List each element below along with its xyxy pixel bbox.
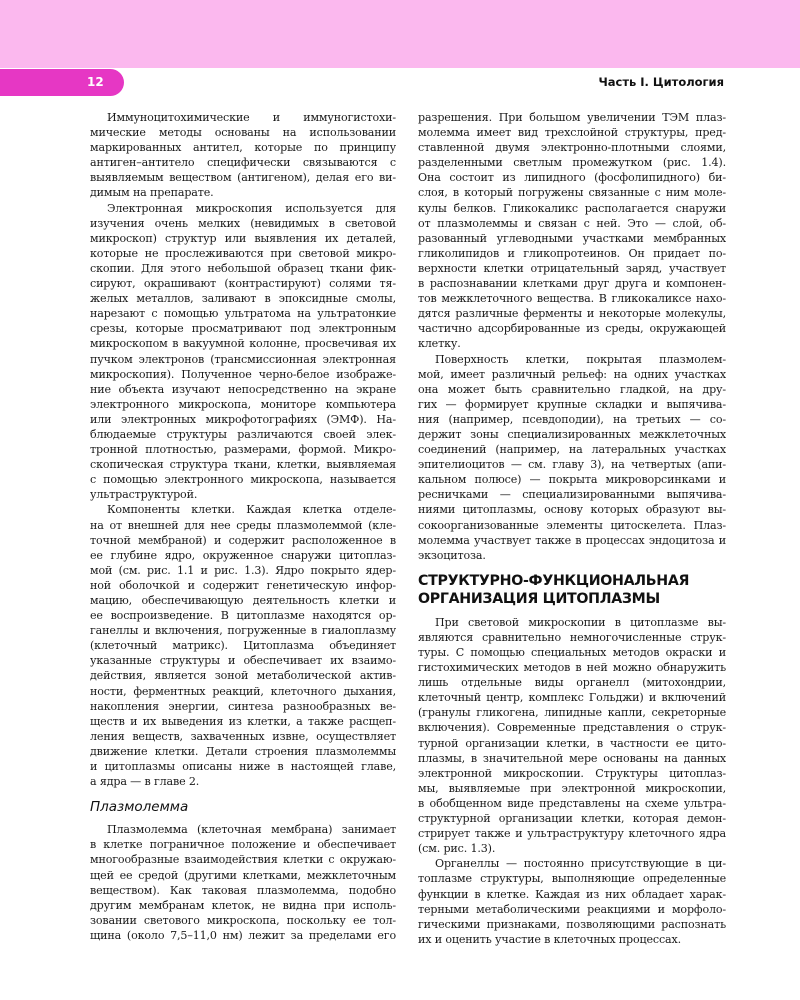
text-line: турной организации клетки, в частности ее цито- <box>418 736 726 750</box>
text-line: их и оценить участие в клеточных процессах. <box>418 932 682 946</box>
text-line: маркированных антител, которые по принципу <box>90 141 396 155</box>
text-line: топлазме структуры, выполняющие определенные <box>418 872 726 886</box>
text-line: скопическая структура ткани, клетки, выявляемая <box>90 458 396 472</box>
subheading-plasmolemma: Плазмолемма <box>90 799 189 816</box>
right-column-text <box>418 110 726 563</box>
text-line: нарезают с помощью ультратома на ультратонкие <box>90 307 396 321</box>
text-line: ности, ферментных реакций, клеточного дыхания, <box>90 684 396 698</box>
text-line: Компоненты клетки. Каждая клетка отделе- <box>107 503 396 517</box>
text-line: электронной микроскопии. Структуры цитоплаз- <box>418 766 726 780</box>
text-line: мой, имеет различный рельеф: на одних участках <box>418 367 726 381</box>
text-line: Электронная микроскопия используется для <box>107 201 396 215</box>
text-line: в распознавании клетками друг друга и компонен- <box>418 277 726 291</box>
text-line: частично адсорбированные из среды, окружающей <box>418 322 726 336</box>
text-line: структурной организации клетки, которая демон- <box>418 812 726 826</box>
text-line: При световой микроскопии в цитоплазме вы- <box>435 615 726 629</box>
left-column-text <box>90 110 396 789</box>
text-line: зовании светового микроскопа, поскольку ее тол- <box>90 913 396 927</box>
text-line: ее глубине ядро, окруженное снаружи цитоплаз- <box>90 548 396 562</box>
text-line: мацию, обеспечивающую деятельность клетки и <box>90 594 396 607</box>
text-line: желых металлов, заливают в эпоксидные смолы, <box>90 292 396 306</box>
text-line: (см. рис. 1.3). <box>418 842 496 856</box>
text-line: с помощью электронного микроскопа, называется <box>90 473 396 487</box>
right-column <box>418 110 726 947</box>
text-line: плазмы, в значительной мере основаны на данных <box>418 751 726 765</box>
text-line: Плазмолемма (клеточная мембрана) занимает <box>107 823 396 837</box>
text-line: другим мембранам клеток, не видна при исполь- <box>90 898 396 912</box>
text-line: эпителиоцитов — см. главу 3), на четвертых (апи- <box>418 458 726 472</box>
text-line: в клетке пограничное положение и обеспечивает <box>90 838 396 852</box>
text-line: терными метаболическими реакциями и морфоло- <box>418 902 726 916</box>
text-line: соединений (например, на латеральных участках <box>418 443 726 457</box>
text-line: срезы, которые просматривают под электронным <box>90 322 396 336</box>
text-line: указанные структуры и обеспечивает их взаимо- <box>90 654 396 668</box>
text-line: ганеллы и включения, погруженные в гиалоплазму <box>90 624 396 638</box>
text-line: молемма участвует также в процессах эндоцитоза и <box>418 533 726 547</box>
left-column-text-continued <box>90 822 396 943</box>
text-line: (гранулы гликогена, липидные капли, секреторные <box>418 706 726 720</box>
text-line: а ядра — в главе 2. <box>90 775 200 789</box>
text-line: блюдаемые структуры различаются своей элек- <box>90 427 396 441</box>
page-number-tab <box>0 69 124 96</box>
top-decorative-band <box>0 0 800 68</box>
running-title: Часть I. Цитология <box>598 75 724 89</box>
text-line: являются сравнительно немногочисленные струк- <box>418 630 726 644</box>
text-line: гих — формирует крупные складки и выпячива- <box>418 397 726 411</box>
text-line: стрирует также и ультраструктуру клеточного ядра <box>418 827 726 841</box>
text-line: разованный углеводными участками мембранных <box>418 231 726 245</box>
text-line: слоя, в который погружены связанные с ним моле- <box>418 186 726 200</box>
section-heading-line-2: ОРГАНИЗАЦИЯ ЦИТОПЛАЗМЫ <box>418 591 660 608</box>
text-line: веществом). Как таковая плазмолемма, подобно <box>90 883 396 897</box>
text-line: ния (например, псевдоподии), на третьих — со- <box>418 412 726 426</box>
left-column <box>90 110 396 943</box>
section-heading-line-1: СТРУКТУРНО-ФУНКЦИОНАЛЬНАЯ <box>418 572 690 589</box>
text-line: в обобщенном виде представлены на схеме ультра- <box>418 796 726 810</box>
text-line: движение клетки. Детали строения плазмолеммы <box>90 744 396 758</box>
text-line: лишь отдельные виды органелл (митохондрии, <box>418 676 726 690</box>
text-line: микроскопом в вакуумной колонне, просвечивая их <box>90 337 396 351</box>
text-line: накопления энергии, синтеза разнообразных ве- <box>90 699 396 713</box>
text-line: Она состоит из липидного (фосфолипидного) би- <box>418 171 726 185</box>
text-line: димым на препарате. <box>90 186 214 200</box>
text-line: она может быть сравнительно гладкой, на дру- <box>418 382 726 396</box>
text-line: держит зоны специализированных межклеточных <box>418 427 726 441</box>
text-line: мические методы основаны на использовании <box>90 126 396 140</box>
text-line: разделенными светлым промежутком (рис. 1.4). <box>418 156 726 170</box>
text-line: сируют, окрашивают (контрастируют) солями тя- <box>90 277 396 291</box>
text-line: Поверхность клетки, покрытая плазмолем- <box>435 352 726 366</box>
text-line: клетку. <box>418 337 461 351</box>
text-line: мой (см. рис. 1.1 и рис. 1.3). Ядро покрыто ядер- <box>90 563 396 577</box>
text-line: скопии. Для этого небольшой образец ткани фик- <box>90 261 396 275</box>
text-line: функции в клетке. Каждая из них обладает харак- <box>418 887 726 901</box>
text-line: электронного микроскопа, мониторе компьютера <box>90 397 396 411</box>
text-line: или электронных микрофотографиях (ЭМФ). На- <box>90 412 396 426</box>
text-line: разрешения. При большом увеличении ТЭМ плаз- <box>418 111 726 124</box>
text-line: выявляемым веществом (антигеном), делая его ви- <box>90 171 396 185</box>
text-line: мы, выявляемые при электронной микроскопии, <box>418 781 726 795</box>
text-line: действия, является зоной метаболической актив- <box>90 669 396 683</box>
text-line: гликолипидов и гликопротеинов. Он придает по- <box>418 246 726 260</box>
text-line: гическими признаками, позволяющими распознать <box>418 917 726 931</box>
text-line: точной мембраной) и содержит расположенное в <box>90 533 396 547</box>
text-line: экзоцитоза. <box>418 548 486 562</box>
text-line: ниями цитоплазмы, основу которых образуют вы- <box>418 503 726 517</box>
right-column-text-continued <box>418 615 726 947</box>
text-line: которые не прослеживаются при световой микро- <box>90 246 396 260</box>
text-line: на от внешней для нее среды плазмолеммой (кле- <box>90 518 396 532</box>
text-line: пучком электронов (трансмиссионная электронная <box>90 352 396 366</box>
text-line: клеточный центр, комплекс Гольджи) и включений <box>418 691 726 705</box>
text-line: ществ и их выведения из клетки, а также расщеп- <box>90 714 396 728</box>
text-line: ления веществ, захваченных извне, осуществляет <box>90 729 396 743</box>
text-line: Органеллы — постоянно присутствующие в ци- <box>435 857 726 871</box>
text-line: изучения очень мелких (невидимых в световой <box>90 216 396 230</box>
text-line: и цитоплазмы описаны ниже в настоящей главе, <box>90 760 396 774</box>
text-line: ние объекта изучают непосредственно на экране <box>90 382 396 396</box>
page-number: 12 <box>87 75 104 89</box>
text-line: ее воспроизведение. В цитоплазме находятся ор- <box>90 609 396 623</box>
text-line: щей ее средой (другими клетками, межклеточным <box>90 868 396 882</box>
text-line: включения). Современные представления о струк- <box>418 721 726 735</box>
text-line: (клеточный матрикс). Цитоплазма объединяет <box>90 639 396 653</box>
text-line: щина (около 7,5–11,0 нм) лежит за пределами его <box>90 928 396 942</box>
text-line: микроскопия). Полученное черно-белое изображе- <box>90 367 396 381</box>
text-line: Иммуноцитохимические и иммуногистохи- <box>107 111 396 124</box>
text-line: тов межклеточного вещества. В гликокаликсе нахо- <box>418 292 726 306</box>
text-line: кальном полюсе) — покрыта микроворсинками и <box>418 473 726 487</box>
text-line: ной оболочкой и содержит генетическую инфор- <box>90 578 396 592</box>
text-line: многообразные взаимодействия клетки с окружаю- <box>90 853 396 867</box>
text-line: верхности клетки отрицательный заряд, участвует <box>418 261 726 275</box>
text-line: гистохимических методов в ней можно обнаружить <box>418 661 726 675</box>
text-line: антиген–антитело специфически связываются с <box>90 156 396 170</box>
text-line: кулы белков. Гликокаликс располагается снаружи <box>418 201 726 215</box>
text-line: молемма имеет вид трехслойной структуры, пред- <box>418 126 726 140</box>
text-line: от плазмолеммы и связан с ней. Это — слой, об- <box>418 216 726 230</box>
text-line: ультраструктурой. <box>90 488 198 502</box>
text-line: микроскоп) структур или выявления их деталей, <box>90 231 396 245</box>
text-line: тронной плотностью, размерами, формой. Микро- <box>90 443 396 457</box>
text-line: дятся различные ферменты и некоторые молекулы, <box>418 307 726 321</box>
text-line: туры. С помощью специальных методов окраски и <box>418 646 726 659</box>
text-line: ресничками — специализированными выпячива- <box>418 488 726 502</box>
text-line: сокоорганизованные элементы цитоскелета. Плаз- <box>418 518 726 532</box>
text-line: ставленной двумя электронно-плотными слоями, <box>418 141 726 155</box>
